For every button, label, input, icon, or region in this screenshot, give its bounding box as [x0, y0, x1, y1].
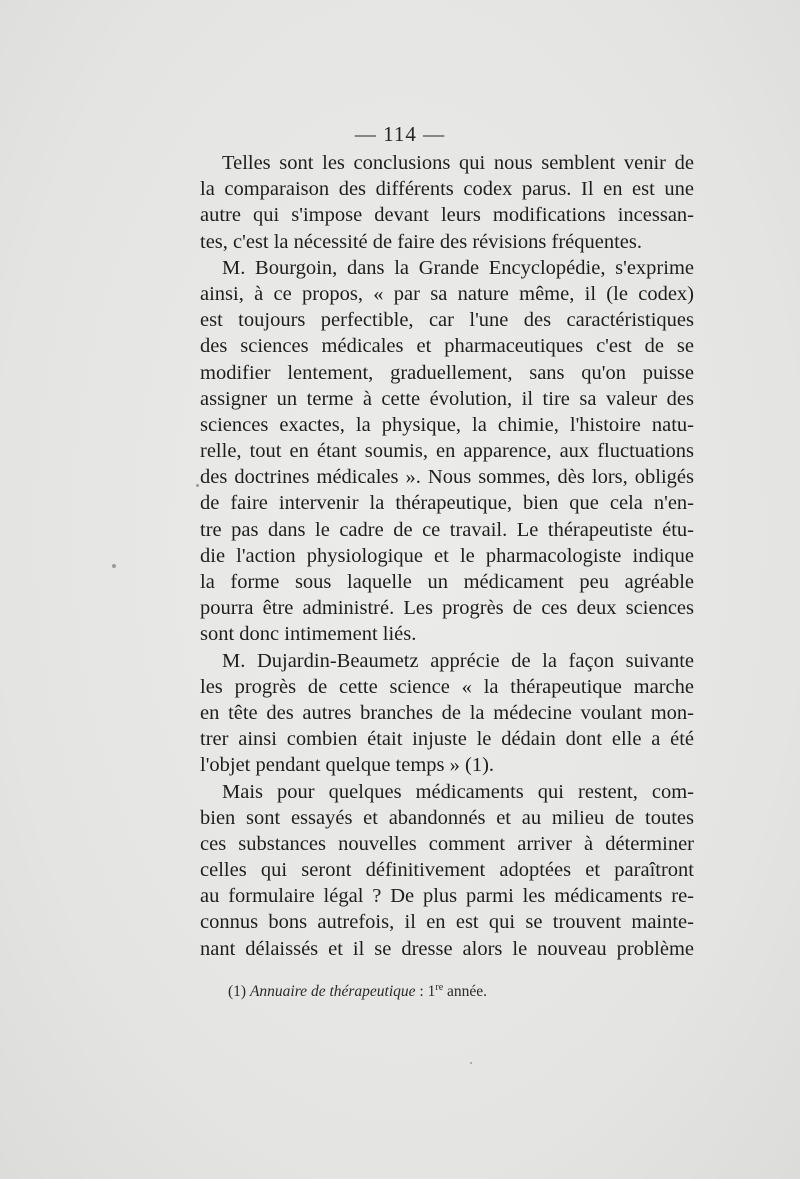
- footnote-separator: :: [415, 983, 428, 1000]
- text-line: sont donc intimement liés.: [200, 623, 417, 646]
- text-line: M. Bourgoin, dans la Grande Encyclopédie, s'exprime: [222, 256, 694, 279]
- text-line: autre qui s'impose devant leurs modifications incessan-: [200, 204, 694, 227]
- text-line: des sciences médicales et pharmaceutiques c'est de se: [200, 335, 694, 358]
- footnote-work-title: Annuaire de thérapeutique: [249, 983, 416, 1000]
- page-number: — 114 —: [354, 122, 446, 146]
- paper-speck: [196, 484, 199, 487]
- footnote-edition-word: année.: [443, 983, 488, 1000]
- text-line: la comparaison des différents codex parus. Il en est une: [200, 178, 694, 201]
- text-line: la forme sous laquelle un médicament peu agréable: [200, 571, 694, 593]
- text-line: nant délaissés et il se dresse alors le nouveau problème: [200, 937, 694, 960]
- text-line: tes, c'est la nécessité de faire des révisions fréquentes.: [200, 230, 642, 253]
- text-line: sciences exactes, la physique, la chimie, l'histoire natu-: [200, 413, 694, 436]
- text-line: au formulaire légal ? De plus parmi les médicaments re-: [200, 885, 694, 908]
- text-line: relle, tout en étant soumis, en apparence, aux fluctuations: [200, 440, 694, 463]
- footnote-edition-suffix: re: [435, 981, 444, 993]
- text-line: Telles sont les conclusions qui nous semblent venir de: [222, 152, 694, 174]
- text-line: celles qui seront définitivement adoptées et paraîtront: [200, 859, 694, 882]
- text-line: M. Dujardin-Beaumetz apprécie de la façon suivante: [222, 649, 694, 672]
- text-line: modifier lentement, graduellement, sans qu'on puisse: [200, 361, 694, 384]
- text-line: trer ainsi combien était injuste le dédain dont elle a été: [200, 728, 694, 751]
- footnote-edition-number: 1: [427, 983, 436, 1000]
- text-line: ainsi, à ce propos, « par sa nature même, il (le codex): [200, 282, 694, 305]
- text-line: bien sont essayés et abandonnés et au milieu de toutes: [200, 806, 694, 829]
- paper-speck: [470, 1062, 472, 1064]
- paper-speck: [112, 564, 116, 568]
- text-line: pourra être administré. Les progrès de ces deux sciences: [200, 597, 694, 620]
- text-line: l'objet pendant quelque temps » (1).: [200, 754, 495, 777]
- text-line: ces substances nouvelles comment arriver à déterminer: [200, 832, 694, 855]
- text-line: en tête des autres branches de la médecine voulant mon-: [200, 701, 694, 724]
- text-line: assigner un terme à cette évolution, il tire sa valeur des: [200, 387, 694, 410]
- text-line: les progrès de cette science « la thérapeutique marche: [200, 675, 694, 698]
- text-line: des doctrines médicales ». Nous sommes, dès lors, obligés: [200, 466, 694, 489]
- text-line: de faire intervenir la thérapeutique, bien que cela n'en-: [200, 492, 694, 515]
- text-line: die l'action physiologique et le pharmacologiste indique: [200, 544, 694, 567]
- footnote: [228, 983, 487, 1001]
- text-line: est toujours perfectible, car l'une des caractéristiques: [200, 309, 694, 332]
- body-text: [200, 150, 694, 962]
- text-line: connus bons autrefois, il en est qui se trouvent mainte-: [200, 911, 694, 934]
- footnote-marker: (1): [228, 983, 247, 1000]
- text-line: Mais pour quelques médicaments qui restent, com-: [222, 780, 694, 803]
- text-line: tre pas dans le cadre de ce travail. Le thérapeutiste étu-: [200, 518, 694, 541]
